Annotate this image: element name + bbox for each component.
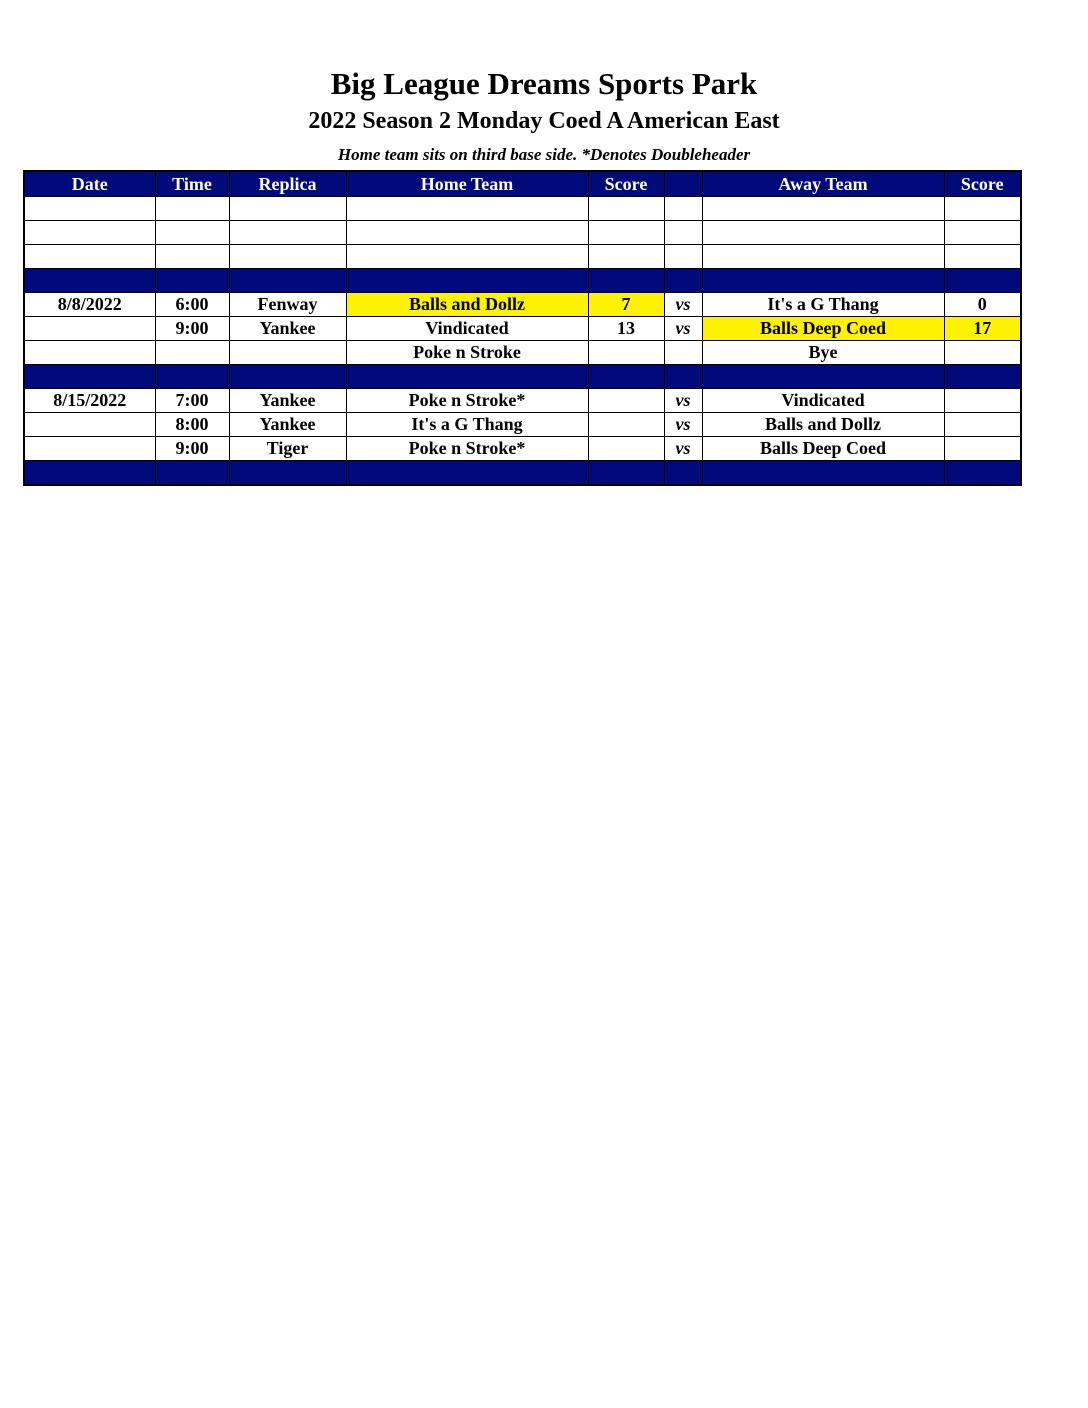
empty-cell <box>588 365 664 389</box>
empty-cell <box>24 461 155 486</box>
home-team-cell: Poke n Stroke* <box>346 437 588 461</box>
date-cell <box>24 437 155 461</box>
column-header-home-team: Home Team <box>346 171 588 197</box>
empty-cell <box>664 197 702 221</box>
column-header-away-team: Away Team <box>702 171 944 197</box>
time-cell: 9:00 <box>155 437 229 461</box>
empty-row <box>24 245 1021 269</box>
empty-cell <box>702 269 944 293</box>
schedule-table <box>23 170 1022 486</box>
section-divider-row <box>24 461 1021 486</box>
empty-cell <box>229 269 346 293</box>
empty-cell <box>944 221 1021 245</box>
column-header-replica: Replica <box>229 171 346 197</box>
empty-cell <box>155 461 229 486</box>
empty-cell <box>155 245 229 269</box>
away-score-cell: 0 <box>944 293 1021 317</box>
home-team-cell: Poke n Stroke <box>346 341 588 365</box>
empty-cell <box>944 269 1021 293</box>
time-cell <box>155 341 229 365</box>
empty-cell <box>588 461 664 486</box>
vs-cell: vs <box>664 389 702 413</box>
empty-cell <box>155 221 229 245</box>
empty-cell <box>24 197 155 221</box>
home-team-cell: Poke n Stroke* <box>346 389 588 413</box>
away-team-cell: Vindicated <box>702 389 944 413</box>
replica-cell: Tiger <box>229 437 346 461</box>
replica-cell: Yankee <box>229 317 346 341</box>
date-cell: 8/8/2022 <box>24 293 155 317</box>
empty-cell <box>664 461 702 486</box>
column-header-time: Time <box>155 171 229 197</box>
empty-cell <box>664 269 702 293</box>
home-team-cell: It's a G Thang <box>346 413 588 437</box>
away-team-cell: Bye <box>702 341 944 365</box>
column-header-away-score: Score <box>944 171 1021 197</box>
away-team-cell: Balls and Dollz <box>702 413 944 437</box>
replica-cell: Fenway <box>229 293 346 317</box>
table-header-row <box>24 171 1021 197</box>
empty-cell <box>229 197 346 221</box>
table-row <box>24 413 1021 437</box>
away-score-cell <box>944 413 1021 437</box>
date-cell: 8/15/2022 <box>24 389 155 413</box>
empty-cell <box>24 245 155 269</box>
date-cell <box>24 341 155 365</box>
empty-cell <box>588 269 664 293</box>
empty-cell <box>588 245 664 269</box>
date-cell <box>24 317 155 341</box>
empty-row <box>24 221 1021 245</box>
table-row <box>24 437 1021 461</box>
empty-cell <box>229 365 346 389</box>
home-score-cell <box>588 437 664 461</box>
empty-cell <box>346 245 588 269</box>
home-team-cell: Balls and Dollz <box>346 293 588 317</box>
empty-cell <box>346 197 588 221</box>
away-team-cell: Balls Deep Coed <box>702 317 944 341</box>
column-header-vs <box>664 171 702 197</box>
date-cell <box>24 413 155 437</box>
empty-cell <box>664 221 702 245</box>
empty-cell <box>664 365 702 389</box>
table-row <box>24 293 1021 317</box>
column-header-home-score: Score <box>588 171 664 197</box>
empty-cell <box>702 221 944 245</box>
home-score-cell: 13 <box>588 317 664 341</box>
empty-cell <box>24 269 155 293</box>
empty-cell <box>664 245 702 269</box>
replica-cell: Yankee <box>229 389 346 413</box>
empty-cell <box>155 197 229 221</box>
schedule-note: Home team sits on third base side. *Denotes Doubleheader <box>337 145 751 164</box>
empty-cell <box>944 197 1021 221</box>
page-title: Big League Dreams Sports Park <box>330 66 758 101</box>
page-subtitle: 2022 Season 2 Monday Coed A American East <box>308 108 780 134</box>
table-row <box>24 317 1021 341</box>
time-cell: 6:00 <box>155 293 229 317</box>
empty-cell <box>24 365 155 389</box>
home-score-cell <box>588 341 664 365</box>
home-score-cell: 7 <box>588 293 664 317</box>
home-team-cell: Vindicated <box>346 317 588 341</box>
empty-cell <box>944 365 1021 389</box>
section-divider-row <box>24 365 1021 389</box>
time-cell: 8:00 <box>155 413 229 437</box>
empty-cell <box>702 461 944 486</box>
empty-cell <box>346 365 588 389</box>
away-score-cell <box>944 437 1021 461</box>
replica-cell <box>229 341 346 365</box>
empty-cell <box>588 197 664 221</box>
away-score-cell <box>944 341 1021 365</box>
empty-cell <box>702 197 944 221</box>
empty-cell <box>155 365 229 389</box>
column-header-date: Date <box>24 171 155 197</box>
away-team-cell: It's a G Thang <box>702 293 944 317</box>
home-score-cell <box>588 389 664 413</box>
section-divider-row <box>24 269 1021 293</box>
empty-cell <box>229 245 346 269</box>
time-cell: 7:00 <box>155 389 229 413</box>
empty-row <box>24 197 1021 221</box>
empty-cell <box>702 365 944 389</box>
empty-cell <box>155 269 229 293</box>
vs-cell <box>664 341 702 365</box>
away-score-cell <box>944 389 1021 413</box>
table-row <box>24 389 1021 413</box>
empty-cell <box>229 461 346 486</box>
replica-cell: Yankee <box>229 413 346 437</box>
away-team-cell: Balls Deep Coed <box>702 437 944 461</box>
empty-cell <box>588 221 664 245</box>
empty-cell <box>702 245 944 269</box>
table-row <box>24 341 1021 365</box>
empty-cell <box>944 461 1021 486</box>
vs-cell: vs <box>664 317 702 341</box>
away-score-cell: 17 <box>944 317 1021 341</box>
empty-cell <box>346 269 588 293</box>
time-cell: 9:00 <box>155 317 229 341</box>
schedule-body <box>24 197 1021 486</box>
empty-cell <box>346 461 588 486</box>
empty-cell <box>944 245 1021 269</box>
home-score-cell <box>588 413 664 437</box>
vs-cell: vs <box>664 413 702 437</box>
empty-cell <box>346 221 588 245</box>
empty-cell <box>24 221 155 245</box>
vs-cell: vs <box>664 437 702 461</box>
vs-cell: vs <box>664 293 702 317</box>
empty-cell <box>229 221 346 245</box>
